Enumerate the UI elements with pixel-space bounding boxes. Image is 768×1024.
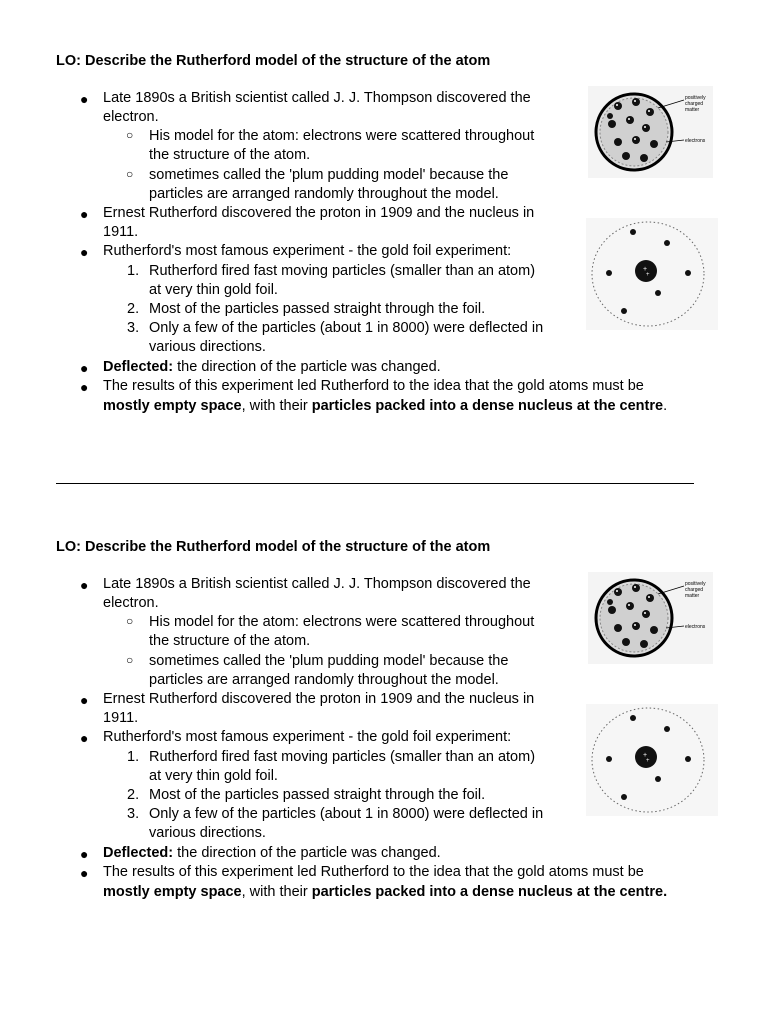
bullet-icon: ● <box>80 730 89 746</box>
results-end: . <box>663 398 668 414</box>
results-bold-nucleus: particles packed into a dense nucleus at the centre <box>311 398 664 414</box>
sub-bullet-model-line1: His model for the atom: electrons were scattered throughout <box>149 128 535 144</box>
numbered-item-1-line1: Rutherford fired fast moving particles (smaller than an atom) <box>149 749 536 765</box>
sub-bullet-model-line2: the structure of the atom. <box>149 147 311 163</box>
deflected-definition: the direction of the particle was changed. <box>173 359 441 375</box>
bullet-results-line2 <box>103 397 667 416</box>
results-text: , with their <box>241 884 312 900</box>
results-bold-empty-space: mostly empty space <box>103 884 242 900</box>
nuclear-model-diagram <box>586 704 718 816</box>
results-bold-empty-space: mostly empty space <box>103 398 242 414</box>
learning-objective-heading: LO: Describe the Rutherford model of the structure of the atom <box>56 539 491 555</box>
bullet-icon: ● <box>80 692 89 708</box>
bullet-rutherford-line2: 1911. <box>103 710 139 726</box>
bullet-icon: ● <box>80 865 89 881</box>
bullet-thompson-line1: Late 1890s a British scientist called J. J. Thompson discovered the <box>103 90 531 106</box>
bullet-icon: ● <box>80 206 89 222</box>
bullet-icon: ● <box>80 846 89 862</box>
numbered-item-1-line2: at very thin gold foil. <box>149 768 278 784</box>
numbered-item-3-line1: Only a few of the particles (about 1 in 8000) were deflected in <box>149 806 544 822</box>
bullet-results-line1: The results of this experiment led Rutherford to the idea that the gold atoms must be <box>103 864 644 880</box>
bullet-icon: ● <box>80 244 89 260</box>
circle-bullet-icon: ○ <box>126 128 134 142</box>
nuclear-model-diagram <box>586 218 718 330</box>
numbered-item-number: 3. <box>127 806 140 822</box>
plum-pudding-diagram <box>588 572 713 664</box>
sub-bullet-plum-line2: particles are arranged randomly throughout the model. <box>149 672 499 688</box>
numbered-item-2: Most of the particles passed straight through the foil. <box>149 301 486 317</box>
label-charged: charged <box>685 101 704 107</box>
bullet-results-line2 <box>103 883 667 902</box>
label-electrons: electrons <box>685 138 706 144</box>
circle-bullet-icon: ○ <box>126 614 134 628</box>
svg-text:+: + <box>646 758 650 764</box>
svg-text:+: + <box>643 752 648 759</box>
label-electrons: electrons <box>685 624 706 630</box>
bullet-thompson-line1: Late 1890s a British scientist called J. J. Thompson discovered the <box>103 576 531 592</box>
bullet-rutherford-line1: Ernest Rutherford discovered the proton in 1909 and the nucleus in <box>103 691 535 707</box>
sub-bullet-plum-line1: sometimes called the 'plum pudding model' because the <box>149 167 509 183</box>
bullet-icon: ● <box>80 379 89 395</box>
label-positively: positively <box>685 95 706 101</box>
results-bold-nucleus: particles packed into a dense nucleus at the centre. <box>311 884 668 900</box>
svg-text:+: + <box>643 266 648 273</box>
bullet-deflected <box>103 844 441 863</box>
bullet-rutherford-line1: Ernest Rutherford discovered the proton in 1909 and the nucleus in <box>103 205 535 221</box>
numbered-item-3-line2: various directions. <box>149 825 266 841</box>
bullet-experiment: Rutherford's most famous experiment - the gold foil experiment: <box>103 729 512 745</box>
bullet-icon: ● <box>80 91 89 107</box>
results-text: , with their <box>241 398 312 414</box>
numbered-item-2: Most of the particles passed straight through the foil. <box>149 787 486 803</box>
bullet-thompson-line2: electron. <box>103 595 159 611</box>
numbered-item-number: 3. <box>127 320 140 336</box>
sub-bullet-model-line1: His model for the atom: electrons were scattered throughout <box>149 614 535 630</box>
plum-pudding-diagram <box>588 86 713 178</box>
numbered-item-number: 2. <box>127 787 140 803</box>
numbered-item-1-line1: Rutherford fired fast moving particles (smaller than an atom) <box>149 263 536 279</box>
bullet-rutherford-line2: 1911. <box>103 224 139 240</box>
label-matter: matter <box>685 593 700 599</box>
numbered-item-3-line2: various directions. <box>149 339 266 355</box>
deflected-term: Deflected: <box>103 845 174 861</box>
sub-bullet-plum-line1: sometimes called the 'plum pudding model' because the <box>149 653 509 669</box>
bullet-results-line1: The results of this experiment led Rutherford to the idea that the gold atoms must be <box>103 378 644 394</box>
label-charged: charged <box>685 587 704 593</box>
bullet-experiment: Rutherford's most famous experiment - the gold foil experiment: <box>103 243 512 259</box>
deflected-term: Deflected: <box>103 359 174 375</box>
numbered-item-3-line1: Only a few of the particles (about 1 in 8000) were deflected in <box>149 320 544 336</box>
section-divider <box>56 483 694 484</box>
learning-objective-heading: LO: Describe the Rutherford model of the structure of the atom <box>56 53 491 69</box>
sub-bullet-plum-line2: particles are arranged randomly throughout the model. <box>149 186 499 202</box>
svg-text:+: + <box>646 272 650 278</box>
label-matter: matter <box>685 107 700 113</box>
label-positively: positively <box>685 581 706 587</box>
bullet-icon: ● <box>80 577 89 593</box>
numbered-item-1-line2: at very thin gold foil. <box>149 282 278 298</box>
bullet-icon: ● <box>80 360 89 376</box>
bullet-thompson-line2: electron. <box>103 109 159 125</box>
section-1 <box>0 0 768 480</box>
sub-bullet-model-line2: the structure of the atom. <box>149 633 311 649</box>
deflected-definition: the direction of the particle was changed. <box>173 845 441 861</box>
numbered-item-number: 1. <box>127 263 140 279</box>
numbered-item-number: 1. <box>127 749 140 765</box>
section-2 <box>0 486 768 966</box>
circle-bullet-icon: ○ <box>126 167 134 181</box>
numbered-item-number: 2. <box>127 301 140 317</box>
bullet-deflected <box>103 358 441 377</box>
circle-bullet-icon: ○ <box>126 653 134 667</box>
